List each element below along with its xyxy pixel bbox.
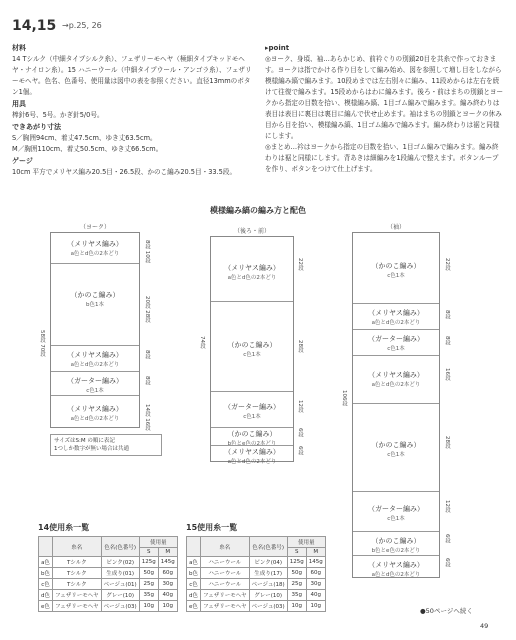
size-note xyxy=(50,434,162,456)
materials-title: 材料 xyxy=(12,44,26,52)
table-row: b色 ハニーウール 生成り(17) 50g 60g xyxy=(187,568,326,579)
point-text-2: ◎まとめ…衿はヨークから指定の目数を拾い、1目ゴム編みで編みます。編み終わりは裾と同様にします。背あきは細編みを1段編んで整えます。ボタンループを作り、ボタンをつけて仕上げます。 xyxy=(265,143,499,173)
table15-title: 15使用糸一覧 xyxy=(186,523,238,532)
tools-text: 棒針6号、5号。かぎ針5/0号。 xyxy=(12,111,104,119)
row-count: 14段 16段 xyxy=(144,404,150,431)
row-count: 28段 xyxy=(297,340,303,353)
size-s: S／胸囲94cm、着丈47.5cm、ゆき丈63.5cm。 xyxy=(12,134,157,142)
total-rows: 58段 70段 xyxy=(39,330,45,357)
row-count: 6段 xyxy=(297,446,303,455)
row-count: 16段 xyxy=(444,368,450,381)
yarn-table-14 xyxy=(38,536,178,612)
pattern-number: 14,15 xyxy=(12,18,57,34)
col-subheader: M xyxy=(306,548,325,557)
band-stitch: （ガーター編み） xyxy=(368,505,424,513)
col-header: 糸名 xyxy=(201,537,250,557)
row-count: 8段 xyxy=(144,376,150,385)
band-stitch: （メリヤス編み） xyxy=(67,351,123,359)
row-count: 6段 xyxy=(444,534,450,543)
table-row: c色 Tシルク ベージュ(01) 25g 30g xyxy=(39,579,178,590)
band-color: a色とd色の2本どり xyxy=(70,416,120,422)
point-column xyxy=(265,42,505,175)
yoke-band xyxy=(51,371,139,395)
band-stitch: （メリヤス編み） xyxy=(67,405,123,413)
col-subheader: S xyxy=(287,548,306,557)
band-stitch: （かのこ編み） xyxy=(227,430,277,438)
table-row: b色 Tシルク 生成り(01) 50g 60g xyxy=(39,568,178,579)
size-title: できあがり寸法 xyxy=(12,123,61,131)
band-stitch: （メリヤス編み） xyxy=(67,240,123,248)
note-line: サイズはS:M の順に表記 xyxy=(54,438,115,444)
point-text-1: ◎ヨーク、身頃、袖…あらかじめ、前衿ぐりの別鎖20目を共糸で作っておきます。ヨークは指でかける作り目をして編み始め、図を参照して増し目をしながら模様編み縞で編みます。10段めまでは左右別々に編み、11段めからは左右を続けて往復で編みます。15段めからはわに編みます。後ろ・前はまちの別鎖とヨークから指定の目数を拾い、模様編み縞、1目ゴム編みで編みます。編み終わりは表目は表目に裏目は裏目に編んで伏せ止めます。袖はまちの別鎖とヨークの休み目から目を拾い、模様編み縞、1目ゴム編みで編みます。編み終わりは裾と同様にします。 xyxy=(265,55,504,140)
sleeve-band xyxy=(353,491,439,531)
gauge-text: 10cm 平方でメリヤス編み20.5目・26.5段、かのこ編み20.5目・33.5段。 xyxy=(12,168,237,176)
col-header xyxy=(187,537,201,557)
band-color: a色とd色の2本どり xyxy=(371,382,421,388)
sleeve-band xyxy=(353,329,439,355)
col-header: 色名(色番号) xyxy=(249,537,287,557)
yoke-band xyxy=(51,233,139,263)
band-color: a色とd色の2本どり xyxy=(227,275,277,281)
row-count: 28段 xyxy=(444,436,450,449)
yoke-band xyxy=(51,345,139,371)
band-color: c色1本 xyxy=(387,516,405,522)
table-row: a色 ハニーウール ピンク(04) 125g 145g xyxy=(187,557,326,568)
table-row: e色 フェザリーモヘヤ ベージュ(03) 10g 10g xyxy=(187,601,326,612)
body-band xyxy=(211,445,293,463)
band-color: b色とe色の2本どり xyxy=(371,548,421,554)
band-color: c色1本 xyxy=(387,452,405,458)
table-row: a色 Tシルク ピンク(02) 125g 145g xyxy=(39,557,178,568)
row-count: 20段 28段 xyxy=(144,296,150,323)
band-color: c色1本 xyxy=(387,346,405,352)
table-row: c色 ハニーウール ベージュ(18) 25g 30g xyxy=(187,579,326,590)
band-stitch: （ガーター編み） xyxy=(67,377,123,385)
row-count: 22段 xyxy=(444,258,450,271)
tools-title: 用具 xyxy=(12,100,26,108)
body-band xyxy=(211,391,293,427)
band-stitch: （メリヤス編み） xyxy=(368,309,424,317)
band-stitch: （かのこ編み） xyxy=(227,341,277,349)
col-header xyxy=(39,537,53,557)
materials-text: 14 Tシルク（中細タイプシルク糸）、フェザリーモヘヤ（極細タイプキッドモヘヤ・ナイロン糸）。15 ハニーウール（中細タイプウール・アンゴラ糸）、フェザリーモヘヤ。色名、色番号、使用量は図中の表を参照ください。直径13mmのボタン1個。 xyxy=(12,55,252,96)
sleeve-band xyxy=(353,403,439,491)
page-reference: →p.25, 26 xyxy=(62,21,102,30)
continue-note: ●50ページへ続く xyxy=(420,607,473,615)
band-stitch: （かのこ編み） xyxy=(70,291,120,299)
band-stitch: （ガーター編み） xyxy=(368,335,424,343)
sleeve-band xyxy=(353,555,439,579)
band-stitch: （かのこ編み） xyxy=(371,262,421,270)
row-count: 8段 xyxy=(444,310,450,319)
diagram-title: 模様編み縞の編み方と配色 xyxy=(210,206,306,215)
band-color: a色とd色の2本どり xyxy=(371,572,421,578)
col-header: 使用量 xyxy=(139,537,177,548)
gauge-title: ゲージ xyxy=(12,157,33,165)
row-count: 8段 xyxy=(444,336,450,345)
table-row: d色 フェザリーモヘヤ グレー(10) 35g 40g xyxy=(39,590,178,601)
body-band xyxy=(211,427,293,445)
yoke-band xyxy=(51,395,139,429)
row-count: 6段 xyxy=(297,428,303,437)
band-color: a色とd色の2本どり xyxy=(70,362,120,368)
col-subheader: S xyxy=(139,548,158,557)
band-color: c色1本 xyxy=(243,352,261,358)
col-subheader: M xyxy=(158,548,177,557)
band-color: a色とd色の2本どり xyxy=(227,459,277,465)
sleeve-band xyxy=(353,531,439,555)
yoke-band xyxy=(51,263,139,345)
band-stitch: （かのこ編み） xyxy=(371,537,421,545)
col-header: 色名(色番号) xyxy=(101,537,139,557)
note-line: 1つしか数字が無い場合は共通 xyxy=(54,446,130,452)
body-panel xyxy=(210,236,294,465)
yarn-table-15 xyxy=(186,536,326,612)
body-band xyxy=(211,237,293,301)
band-color: c色1本 xyxy=(86,388,104,394)
row-count: 22段 xyxy=(297,258,303,271)
sleeve-panel xyxy=(352,232,440,578)
yoke-panel xyxy=(50,232,140,428)
table-row: d色 フェザリーモヘヤ グレー(10) 35g 40g xyxy=(187,590,326,601)
row-count: 8段 xyxy=(144,350,150,359)
sleeve-band xyxy=(353,233,439,303)
row-count: 8段 10段 xyxy=(144,240,150,264)
row-count: 12段 xyxy=(297,400,303,413)
sleeve-label: （袖） xyxy=(386,224,405,231)
band-color: b色1本 xyxy=(86,302,104,308)
row-count: 6段 xyxy=(444,558,450,567)
row-count: 12段 xyxy=(444,500,450,513)
table-row: e色 フェザリーモヘヤ ベージュ(03) 10g 10g xyxy=(39,601,178,612)
band-stitch: （メリヤス編み） xyxy=(368,371,424,379)
total-rows: 74段 xyxy=(199,336,205,349)
left-column xyxy=(12,42,257,178)
band-color: a色とd色の2本どり xyxy=(371,320,421,326)
yoke-label: （ヨーク） xyxy=(79,224,110,231)
body-label: （後ろ・前） xyxy=(233,228,270,235)
band-stitch: （メリヤス編み） xyxy=(368,561,424,569)
point-title: ▸point xyxy=(265,44,290,52)
col-header: 糸名 xyxy=(53,537,102,557)
col-header: 使用量 xyxy=(287,537,325,548)
band-stitch: （ガーター編み） xyxy=(224,403,280,411)
band-color: b色とe色の2本どり xyxy=(227,441,277,447)
band-stitch: （メリヤス編み） xyxy=(224,448,280,456)
band-stitch: （メリヤス編み） xyxy=(224,264,280,272)
total-rows: 106段 xyxy=(341,390,347,406)
page-number: 49 xyxy=(480,622,489,630)
sleeve-band xyxy=(353,303,439,329)
size-m: M／胸囲110cm、着丈50.5cm、ゆき丈66.5cm。 xyxy=(12,145,163,153)
table14-title: 14使用糸一覧 xyxy=(38,523,90,532)
band-color: c色1本 xyxy=(243,414,261,420)
band-stitch: （かのこ編み） xyxy=(371,441,421,449)
body-band xyxy=(211,301,293,391)
band-color: a色とd色の2本どり xyxy=(70,251,120,257)
sleeve-band xyxy=(353,355,439,403)
band-color: c色1本 xyxy=(387,273,405,279)
